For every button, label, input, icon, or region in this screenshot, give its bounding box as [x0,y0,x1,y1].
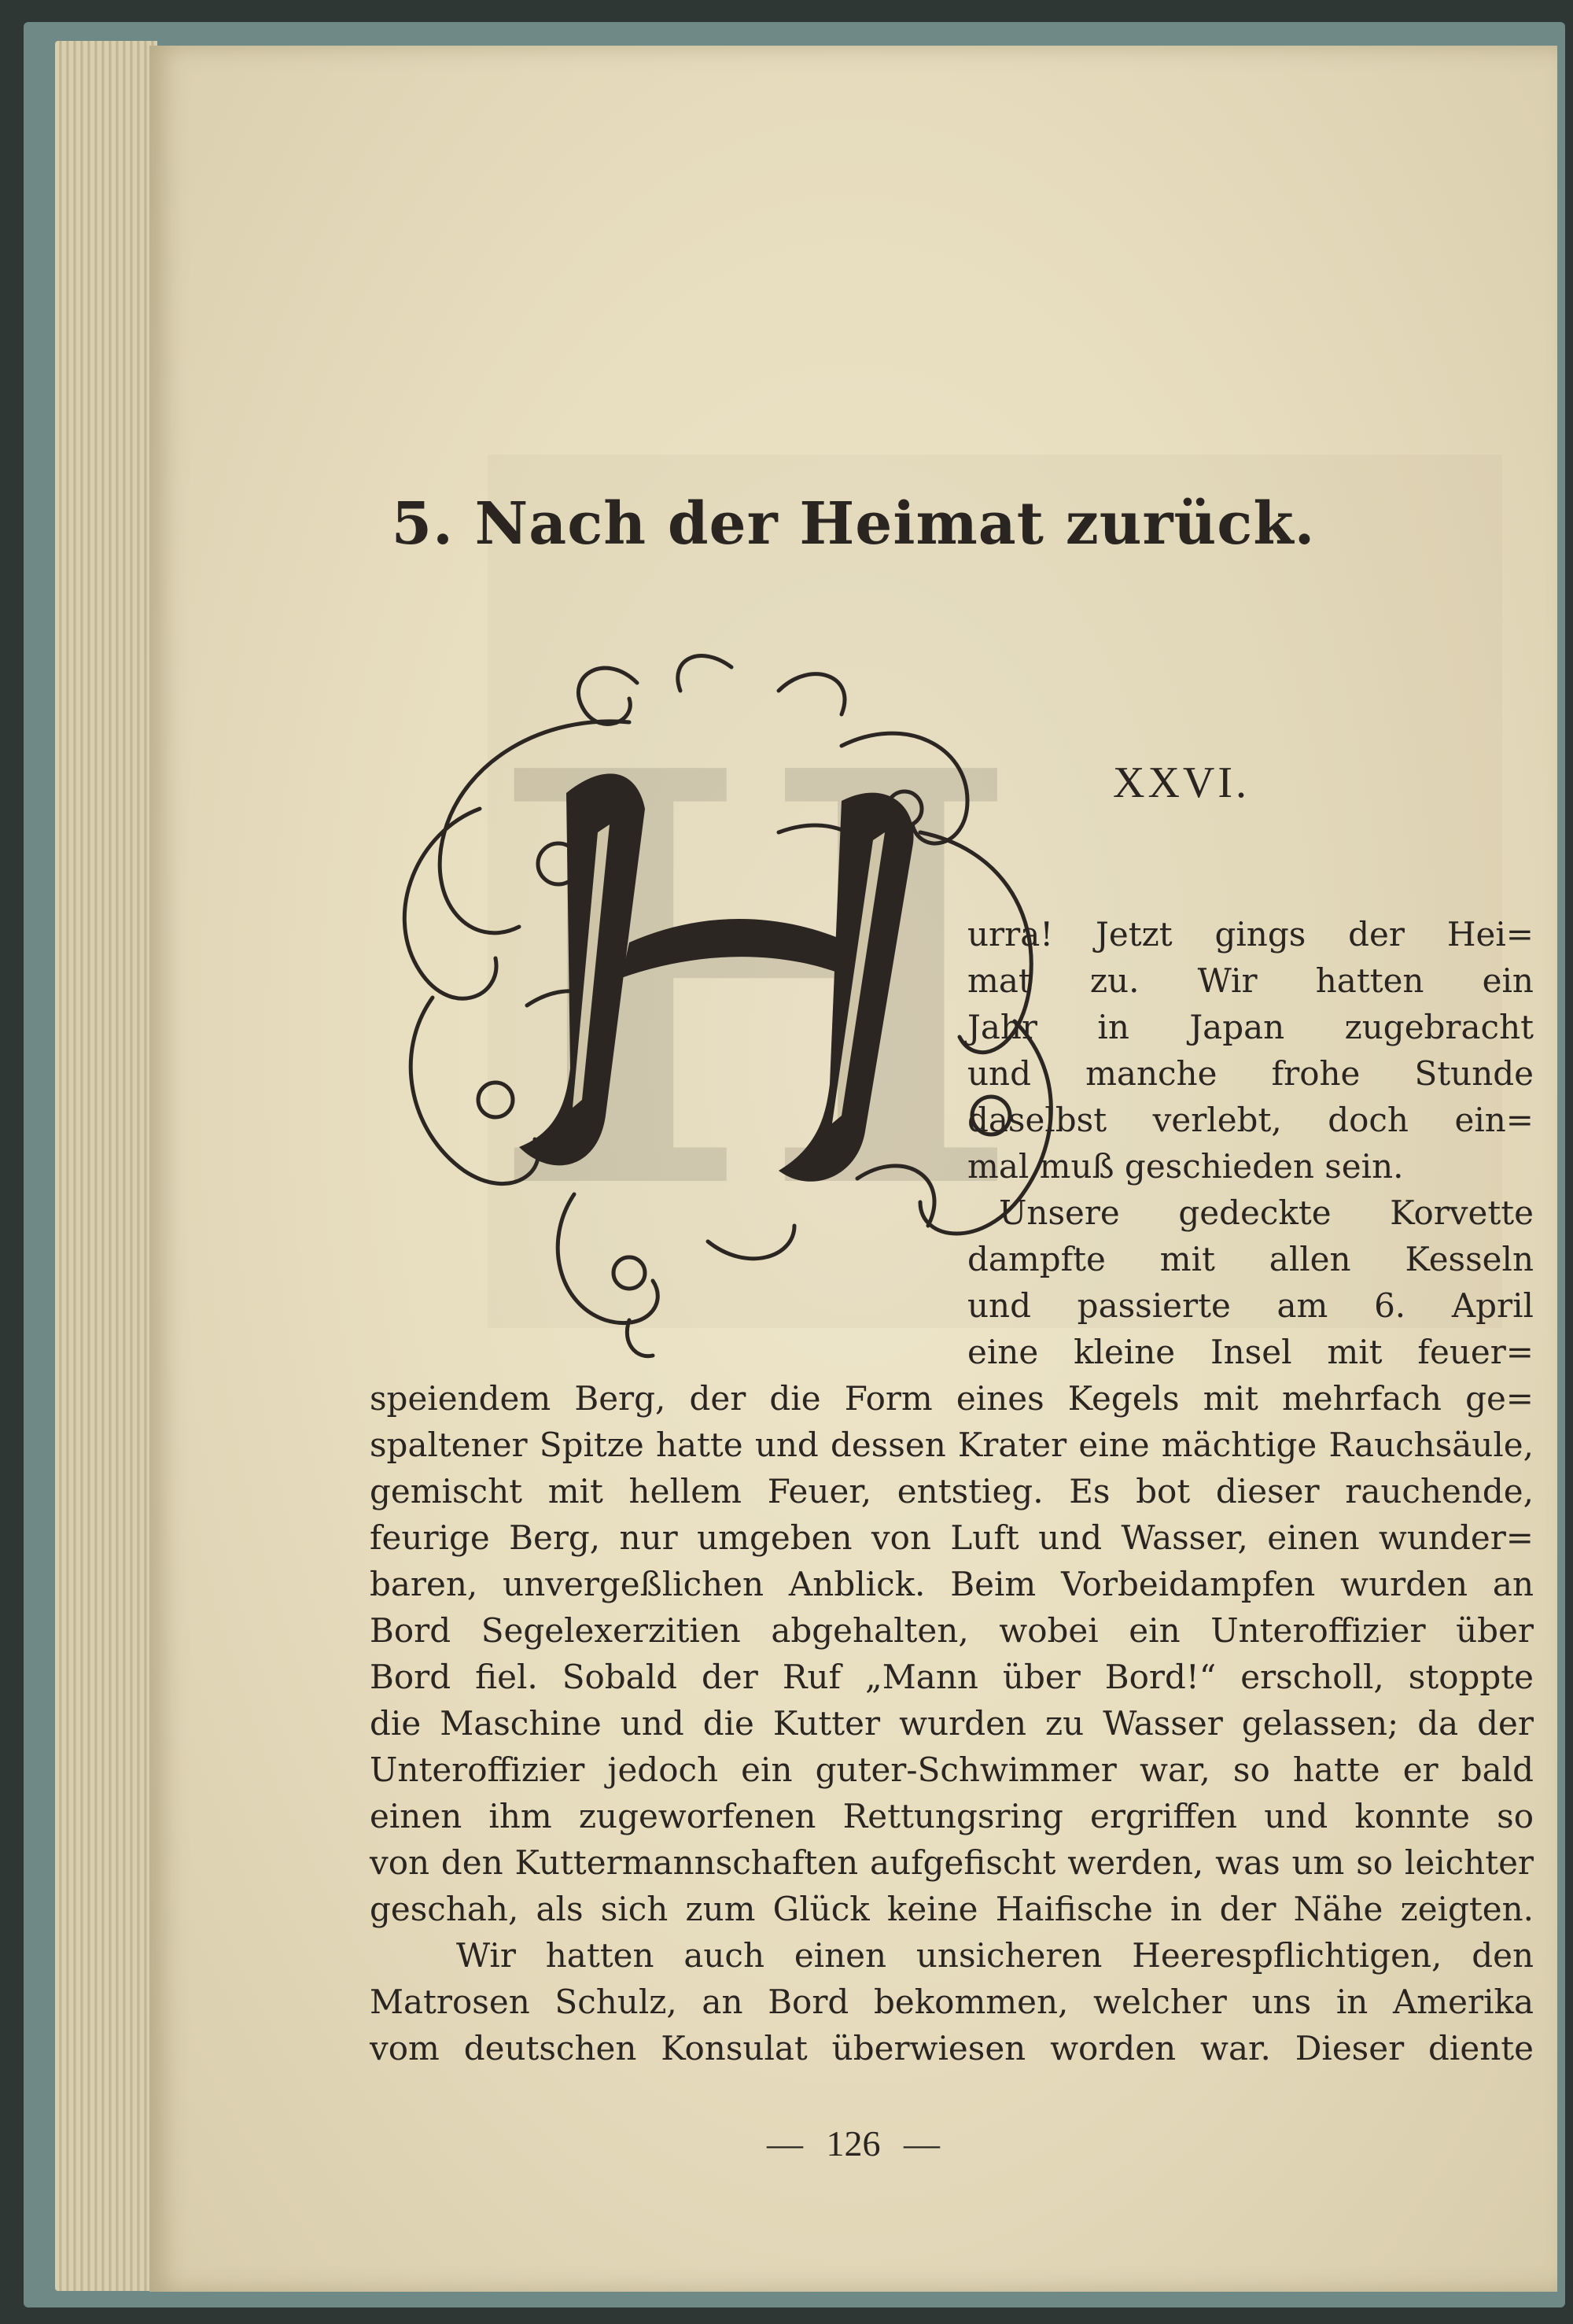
text-line: geschah, als sich zum Glück keine Haifische in der Nähe zeigten. [370,1890,1534,1928]
narrow-text-column [967,911,1534,1399]
section-number: XXVI. [1113,758,1250,807]
chapter-title: 5. Nach der Heimat zurück. [391,490,1316,558]
text-line: Matrosen Schulz, an Bord bekommen, welcher uns in Amerika [370,1983,1534,2021]
text-line: dampfte mit allen Kesseln [967,1240,1534,1278]
text-line: die Maschine und die Kutter wurden zu Wasser gelassen; da der [370,1704,1534,1743]
initial-letter: H [488,649,1023,1315]
book-page [149,46,1557,2292]
text-line: Unteroffizier jedoch ein guter-Schwimmer war, so hatte er bald [370,1750,1534,1789]
text-line: baren, unvergeßlichen Anblick. Beim Vorbeidampfen wurden an [370,1565,1534,1603]
text-line: eine kleine Insel mit feuer= [967,1333,1534,1371]
text-line: Jahr in Japan zugebracht [967,1008,1534,1046]
text-line: urra! Jetzt gings der Hei= [967,915,1534,954]
page-edges [55,41,157,2291]
text-line: vom deutschen Konsulat überwiesen worden war. Dieser diente [370,2029,1534,2068]
text-line: mat zu. Wir hatten ein [967,961,1534,1000]
text-line: Bord fiel. Sobald der Ruf „Mann über Bord!“ erscholl, stoppte [370,1658,1534,1696]
text-line: Unsere gedeckte Korvette [999,1193,1534,1232]
main-text-column [370,1375,1534,2083]
text-line: mal muß geschieden sein. [967,1147,1404,1186]
text-line: einen ihm zugeworfenen Rettungsring ergriffen und konnte so [370,1797,1534,1835]
page-number: — 126 — [767,2123,940,2164]
text-line: spaltener Spitze hatte und dessen Krater eine mächtige Rauchsäule, [370,1426,1534,1464]
text-line: speiendem Berg, der die Form eines Kegels mit mehrfach ge= [370,1379,1534,1418]
text-line: und manche frohe Stunde [967,1054,1534,1093]
text-line: Wir hatten auch einen unsicheren Heerespflichtigen, den [456,1936,1534,1975]
text-line: feurige Berg, nur umgeben von Luft und Wasser, einen wunder= [370,1518,1534,1557]
text-line: Bord Segelexerzitien abgehalten, wobei ein Unteroffizier über [370,1611,1534,1650]
text-line: von den Kuttermannschaften aufgefischt werden, was um so leichter [370,1843,1534,1882]
text-line: und passierte am 6. April [967,1286,1534,1325]
text-line: gemischt mit hellem Feuer, entstieg. Es bot dieser rauchende, [370,1472,1534,1511]
text-line: daselbst verlebt, doch ein= [967,1101,1534,1139]
